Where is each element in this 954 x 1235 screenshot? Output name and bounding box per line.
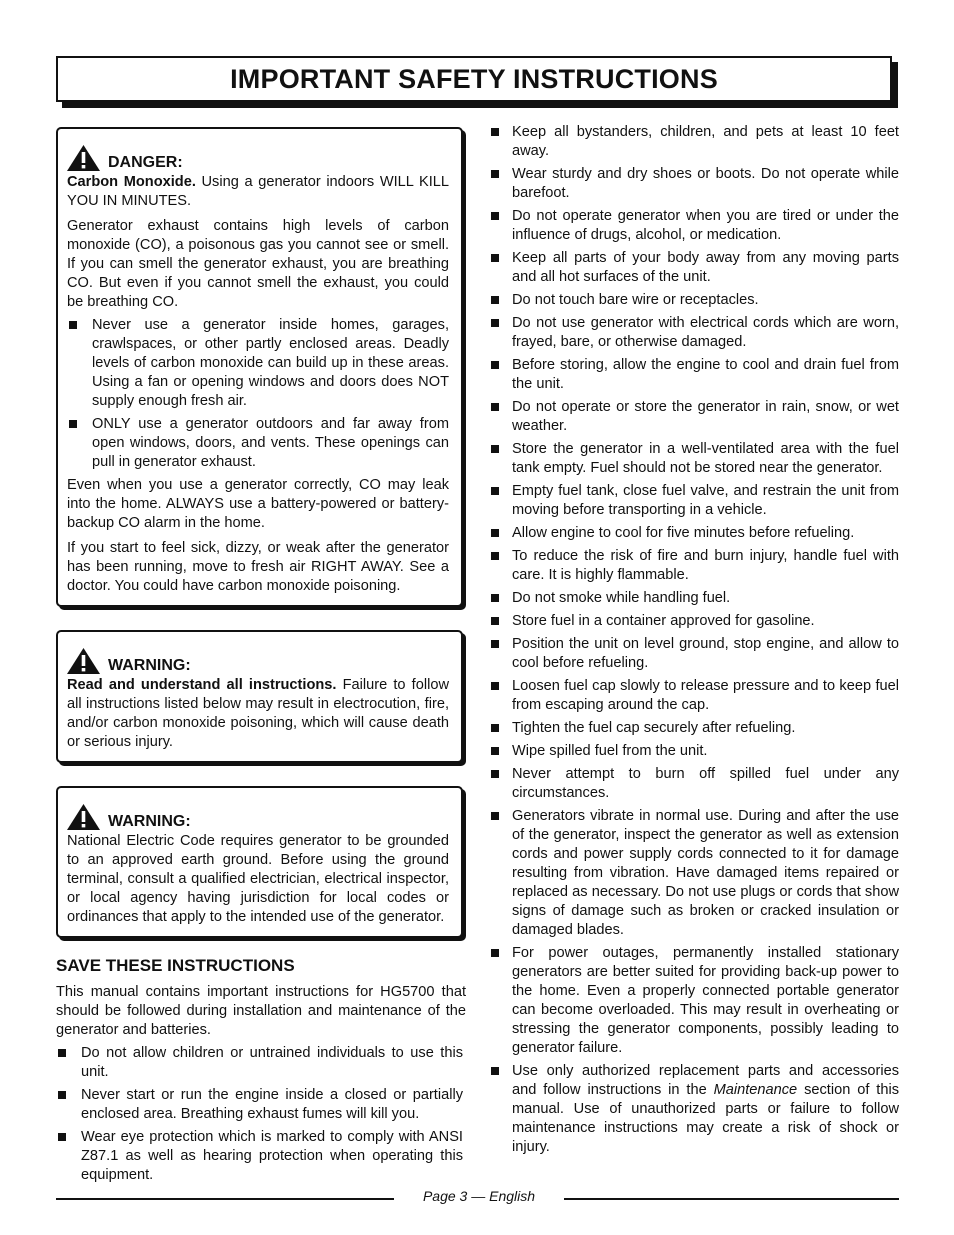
- list-item: ONLY use a generator outdoors and far away from open windows, doors, and vents. These openings can pull in generator exhaust.: [67, 415, 449, 472]
- list-item: Do not use generator with electrical cords which are worn, frayed, bare, or otherwise damaged.: [489, 314, 899, 352]
- page-title: IMPORTANT SAFETY INSTRUCTIONS: [56, 56, 892, 102]
- danger-box: [56, 127, 463, 607]
- list-item: Do not touch bare wire or receptacles.: [489, 291, 899, 310]
- danger-lead-bold: Carbon Monoxide.: [67, 174, 196, 190]
- maintenance-section-reference: Maintenance: [713, 1082, 798, 1098]
- save-intro: This manual contains important instructions for HG5700 that should be followed during installation and maintenance of the generator and batteries.: [56, 984, 466, 1038]
- danger-lead: [67, 173, 449, 211]
- list-item: Store fuel in a container approved for gasoline.: [489, 612, 899, 631]
- danger-paragraph: Generator exhaust contains high levels of carbon monoxide (CO), a poisonous gas you cannot see or smell. If you can smell the generator exhaust, you are breathing CO. But even if you cannot smell the exhaust, you could be breathing CO.: [67, 218, 449, 310]
- list-item: Allow engine to cool for five minutes before refueling.: [489, 524, 899, 543]
- warning-triangle-icon: [67, 145, 100, 171]
- save-bullet-list: [56, 1044, 463, 1185]
- danger-lead-text: Using a generator indoors WILL KILL YOU IN MINUTES.: [67, 174, 449, 209]
- list-item: Do not operate or store the generator in rain, snow, or wet weather.: [489, 398, 899, 436]
- danger-bullet-list: [67, 316, 449, 472]
- warning-title: WARNING:: [108, 657, 191, 674]
- warning-text: [67, 676, 449, 752]
- list-item: For power outages, permanently installed stationary generators are better suited for providing back-up power to the home. Even a properly connected portable generator can become overloaded. This may result in overheating or stressing the generator components, possibly leading to generator failure.: [489, 944, 899, 1058]
- list-item: Tighten the fuel cap securely after refueling.: [489, 719, 899, 738]
- list-item: Do not allow children or untrained individuals to use this unit.: [56, 1044, 463, 1082]
- page-footer: Page 3 — English: [422, 1188, 536, 1204]
- right-column: [489, 123, 899, 1157]
- list-item: Store the generator in a well-ventilated area with the fuel tank empty. Fuel should not be stored near the generator.: [489, 440, 899, 478]
- warning-box-grounding: [56, 786, 463, 938]
- warning-heading: [67, 808, 449, 830]
- list-item: Generators vibrate in normal use. During and after the use of the generator, inspect the generator as well as extension cords and power supply cords connected to it for damage resulting from vibration. Have damaged items repaired or replaced as necessary. Do not use plugs or cords that show signs of damage such as broken or cracked insulation or damaged blades.: [489, 807, 899, 940]
- warning-lead-text: Failure to follow all instructions listed below may result in electrocution, fire, and/or carbon monoxide poisoning, which will cause death or serious injury.: [67, 677, 449, 750]
- list-item: Never use a generator inside homes, garages, crawlspaces, or other partly enclosed areas. Deadly levels of carbon monoxide can build up in these areas. Using a fan or opening windows and doors does NOT supply enough fresh air.: [67, 316, 449, 411]
- list-item: Before storing, allow the engine to cool and drain fuel from the unit.: [489, 356, 899, 394]
- warning-title: WARNING:: [108, 813, 191, 830]
- warning-triangle-icon: [67, 648, 100, 674]
- list-item: Wear sturdy and dry shoes or boots. Do not operate while barefoot.: [489, 165, 899, 203]
- danger-heading: [67, 149, 449, 171]
- footer-rule-left: [56, 1198, 394, 1200]
- danger-paragraph: Even when you use a generator correctly, CO may leak into the home. ALWAYS use a battery-powered or battery-backup CO alarm in the home.: [67, 477, 449, 531]
- warning-text: National Electric Code requires generator to be grounded to an approved earth ground. Before using the ground terminal, consult a qualified electrician, electrical inspector, or local agency having jurisdiction for local codes or ordinances that apply to the intended use of the generator.: [67, 833, 449, 925]
- warning-lead-bold: Read and understand all instructions.: [67, 677, 337, 693]
- list-item: Do not smoke while handling fuel.: [489, 589, 899, 608]
- list-item-text: section of this manual. Use of unauthorized parts or failure to follow maintenance instructions may create a risk of shock or injury.: [512, 1082, 899, 1155]
- warning-heading: [67, 652, 449, 674]
- list-item: To reduce the risk of fire and burn injury, handle fuel with care. It is highly flammable.: [489, 547, 899, 585]
- safety-bullet-list: [489, 123, 899, 1157]
- warning-triangle-icon: [67, 804, 100, 830]
- danger-paragraph: If you start to feel sick, dizzy, or weak after the generator has been running, move to fresh air RIGHT AWAY. See a doctor. You could have carbon monoxide poisoning.: [67, 540, 449, 594]
- list-item: Never attempt to burn off spilled fuel under any circumstances.: [489, 765, 899, 803]
- left-column: [56, 127, 466, 1189]
- list-item: Do not operate generator when you are tired or under the influence of drugs, alcohol, or medication.: [489, 207, 899, 245]
- list-item: Empty fuel tank, close fuel valve, and restrain the unit from moving before transporting in a vehicle.: [489, 482, 899, 520]
- footer-rule-right: [564, 1198, 899, 1200]
- list-item: [489, 1062, 899, 1157]
- list-item: Keep all parts of your body away from any moving parts and all hot surfaces of the unit.: [489, 249, 899, 287]
- warning-box-instructions: [56, 630, 463, 763]
- save-instructions-heading: SAVE THESE INSTRUCTIONS: [56, 956, 295, 975]
- list-item: Position the unit on level ground, stop engine, and allow to cool before refueling.: [489, 635, 899, 673]
- list-item: Loosen fuel cap slowly to release pressure and to keep fuel from escaping around the cap.: [489, 677, 899, 715]
- list-item: Wipe spilled fuel from the unit.: [489, 742, 899, 761]
- list-item: Keep all bystanders, children, and pets at least 10 feet away.: [489, 123, 899, 161]
- list-item: Never start or run the engine inside a closed or partially enclosed area. Breathing exhaust fumes will kill you.: [56, 1086, 463, 1124]
- danger-title: DANGER:: [108, 154, 183, 171]
- list-item-text: Use only authorized replacement parts and accessories and follow instructions in the: [512, 1063, 899, 1098]
- list-item: Wear eye protection which is marked to comply with ANSI Z87.1 as well as hearing protection when operating this equipment.: [56, 1128, 463, 1185]
